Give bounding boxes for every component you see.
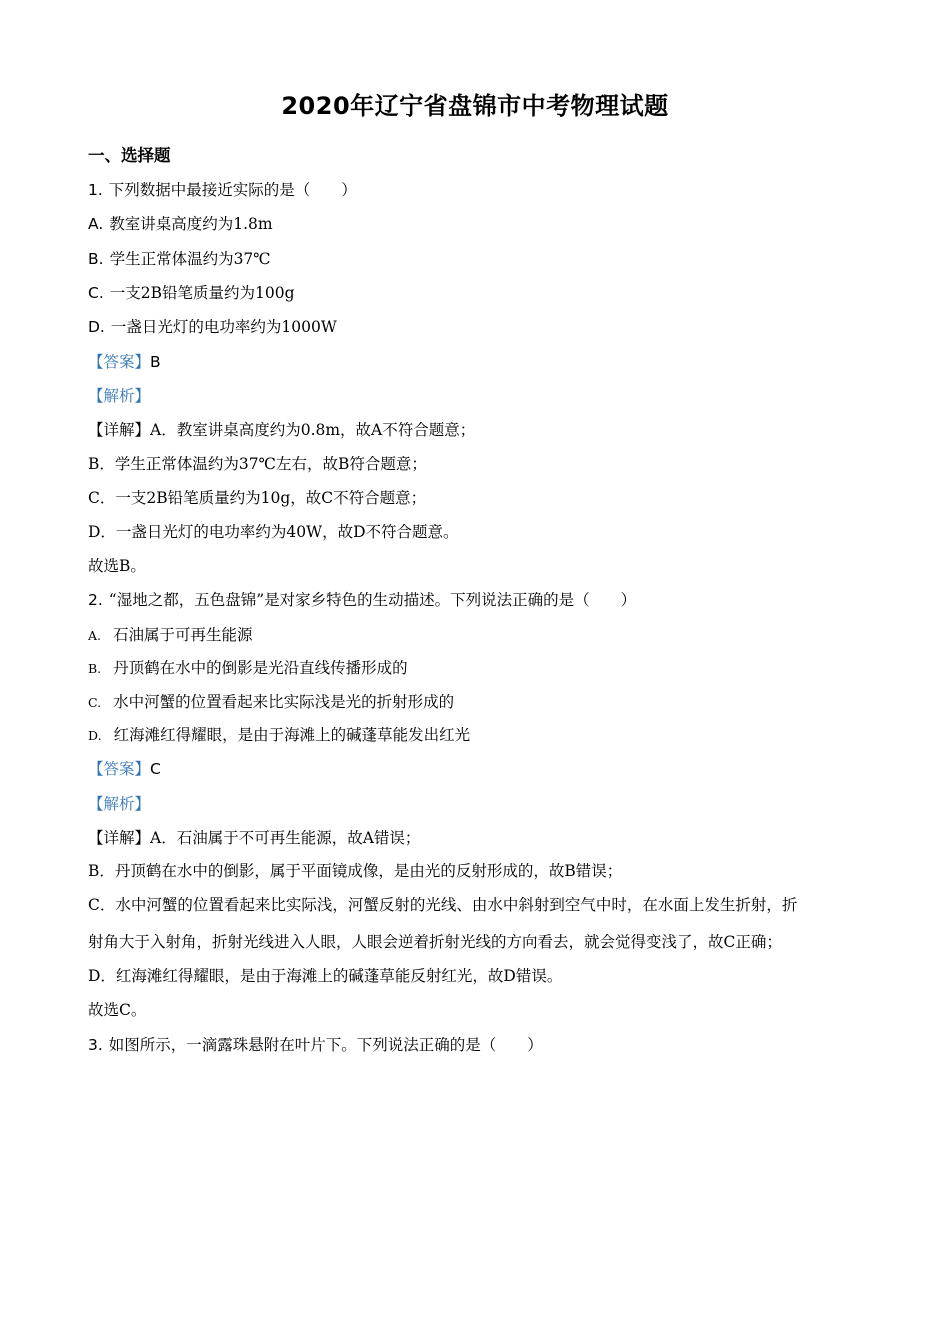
q1-option-a xyxy=(88,214,273,234)
q1-option-b xyxy=(88,249,271,269)
q2-detail-line-3: C．水中河蟹的位置看起来比实际浅，河蟹反射的光线、由水中斜射到空气中时，在水面上发生折射，折 xyxy=(88,896,798,914)
q1-conclusion: 故选B。 xyxy=(88,557,146,575)
q2-detail-line-2: B．丹顶鹤在水中的倒影，属于平面镜成像，是由光的反射形成的，故B错误； xyxy=(88,862,623,880)
option-text: 教室讲桌高度约为1.8m xyxy=(109,215,273,233)
option-text: 丹顶鹤在水中的倒影是光沿直线传播形成的 xyxy=(113,659,408,677)
answer-tag: 【答案】 xyxy=(88,760,151,778)
detail-tag: 【详解】 xyxy=(88,421,151,439)
q1-analysis-tag: 【解析】 xyxy=(88,387,151,405)
option-text: 学生正常体温约为37℃ xyxy=(109,250,271,268)
q2-answer xyxy=(88,759,161,779)
answer-value: C xyxy=(150,760,161,778)
option-label: D. xyxy=(88,728,102,743)
answer-tag: 【答案】 xyxy=(88,353,151,371)
q1-answer xyxy=(88,352,161,372)
option-label: B. xyxy=(88,250,104,268)
option-text: 水中河蟹的位置看起来比实际浅是光的折射形成的 xyxy=(113,693,455,711)
option-label: A. xyxy=(88,215,104,233)
q1-detail-line-3: C．一支2B铅笔质量约为10g，故C不符合题意； xyxy=(88,489,427,507)
detail-tag: 【详解】 xyxy=(88,829,151,847)
q2-option-b xyxy=(88,658,408,679)
option-text: 一支2B铅笔质量约为100g xyxy=(109,284,295,302)
option-text: 红海滩红得耀眼，是由于海滩上的碱蓬草能发出红光 xyxy=(113,726,471,744)
question-text: “湿地之都，五色盘锦”是对家乡特色的生动描述。下列说法正确的是（ ） xyxy=(108,591,637,609)
question-text: 如图所示，一滴露珠悬附在叶片下。下列说法正确的是（ ） xyxy=(108,1036,543,1054)
q2-analysis-tag: 【解析】 xyxy=(88,795,151,813)
q2-option-d xyxy=(88,725,470,746)
q2-detail-line-5: D．红海滩红得耀眼，是由于海滩上的碱蓬草能反射红光，故D错误。 xyxy=(88,967,563,985)
option-text: 石油属于可再生能源 xyxy=(113,626,253,644)
page-title: 2020年辽宁省盘锦市中考物理试题 xyxy=(281,92,669,120)
q2-conclusion: 故选C。 xyxy=(88,1001,147,1019)
question-number: 3. xyxy=(88,1036,103,1054)
option-label: C. xyxy=(88,284,104,302)
question-2-stem xyxy=(88,590,636,610)
option-text: 一盏日光灯的电功率约为1000W xyxy=(110,318,337,336)
option-label: C. xyxy=(88,695,102,710)
q2-option-c xyxy=(88,692,454,713)
q2-detail-line-4: 射角大于入射角，折射光线进入人眼，人眼会逆着折射光线的方向看去，就会觉得变浅了，故C正确； xyxy=(88,933,782,951)
q1-detail-line-4: D．一盏日光灯的电功率约为40W，故D不符合题意。 xyxy=(88,523,459,541)
q1-option-c xyxy=(88,283,295,303)
detail-text: A．教室讲桌高度约为0.8m，故A不符合题意； xyxy=(150,421,476,439)
detail-text: A．石油属于不可再生能源，故A错误； xyxy=(150,829,421,847)
question-1-stem xyxy=(88,180,357,200)
q1-detail-line-2: B．学生正常体温约为37℃左右，故B符合题意； xyxy=(88,455,427,473)
option-label: D. xyxy=(88,318,105,336)
question-text: 下列数据中最接近实际的是（ ） xyxy=(108,181,357,199)
question-3-stem xyxy=(88,1035,543,1055)
option-label: A. xyxy=(88,628,102,643)
section-heading: 一、选择题 xyxy=(88,146,171,165)
q2-option-a xyxy=(88,625,253,646)
q1-option-d xyxy=(88,317,337,337)
q1-detail-line-1 xyxy=(88,420,475,440)
answer-value: B xyxy=(150,353,161,371)
question-number: 1. xyxy=(88,181,103,199)
question-number: 2. xyxy=(88,591,103,609)
option-label: B. xyxy=(88,661,102,676)
q2-detail-line-1 xyxy=(88,828,420,848)
